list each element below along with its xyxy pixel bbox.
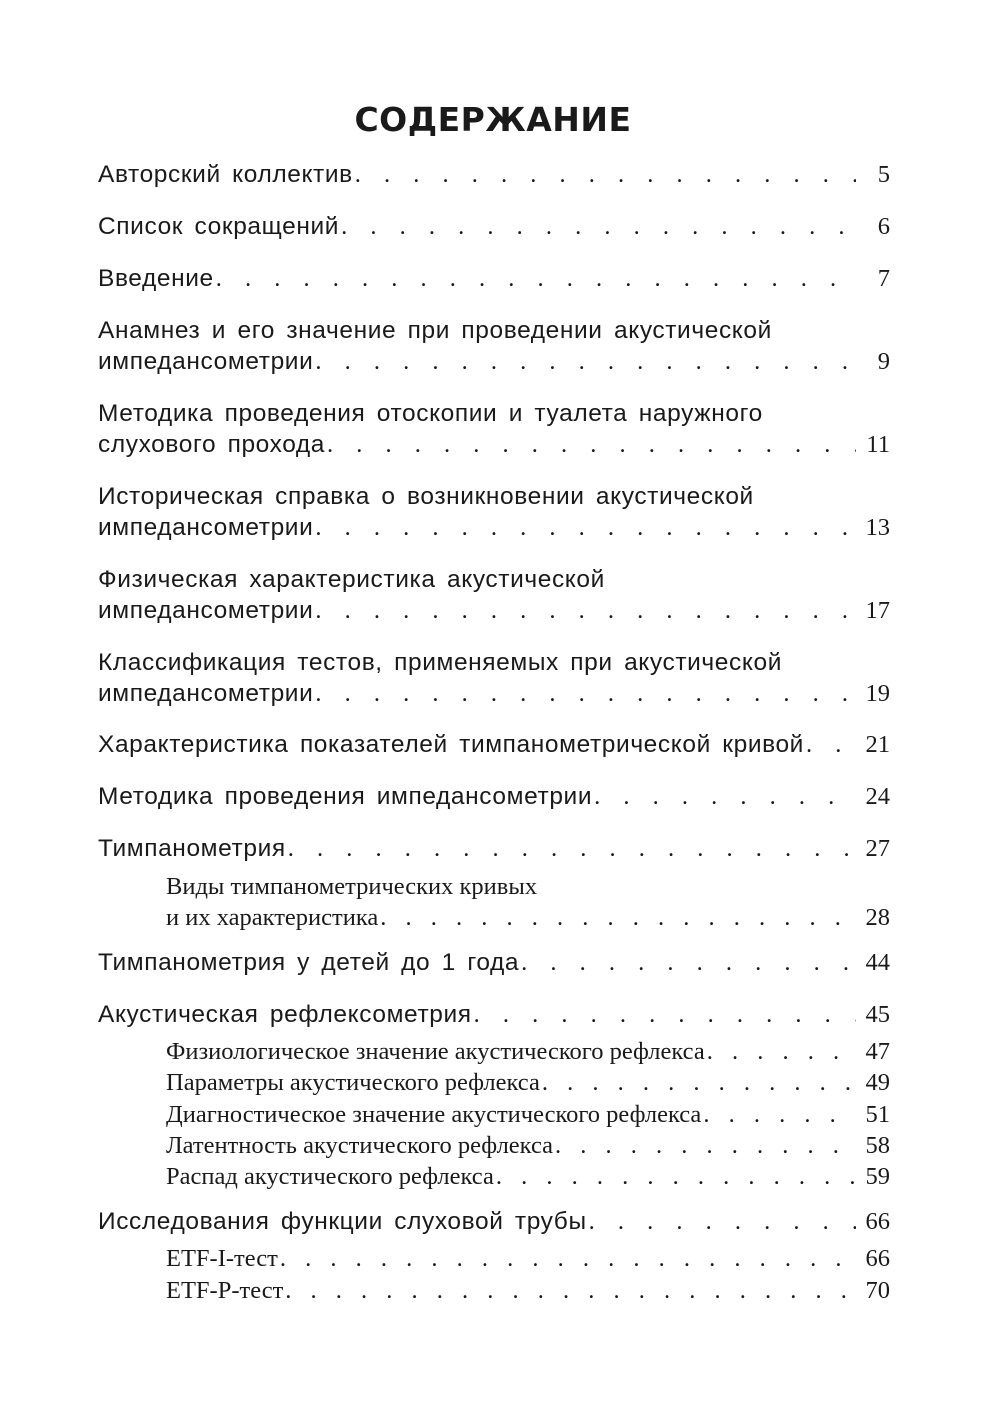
- dot-leader: [806, 729, 856, 760]
- dot-leader: [594, 781, 856, 812]
- dot-leader: [216, 263, 856, 294]
- toc-entry-title: Исследования функции слуховой трубы: [98, 1208, 587, 1235]
- toc-entry-title: Тимпанометрия: [98, 835, 286, 862]
- toc-entry[interactable]: [98, 647, 890, 709]
- toc-entry[interactable]: [98, 729, 890, 760]
- toc-entry-title-line1: Виды тимпанометрических кривых: [166, 873, 538, 900]
- toc-entry-title-line1: Физическая характеристика акустической: [98, 566, 605, 593]
- toc-entry-title: ETF-P-тест: [166, 1277, 284, 1304]
- toc-entry-title: Список сокращений: [98, 213, 340, 240]
- toc-entry[interactable]: [98, 263, 890, 294]
- toc-entry[interactable]: [98, 315, 890, 377]
- dot-leader: [521, 947, 856, 978]
- toc-entry[interactable]: [98, 1206, 890, 1237]
- toc-entry[interactable]: [98, 211, 890, 242]
- toc-page-number: 66: [865, 1208, 890, 1235]
- toc-entry[interactable]: [98, 781, 890, 812]
- toc-subentry[interactable]: [166, 1036, 890, 1067]
- dot-leader: [288, 833, 856, 864]
- dot-leader: [542, 1067, 856, 1098]
- toc-entry-title: импедансометрии: [98, 348, 314, 375]
- toc-entry-title-line1: Историческая справка о возникновении акустической: [98, 483, 754, 510]
- dot-leader: [315, 678, 856, 709]
- dot-leader: [703, 1099, 856, 1130]
- toc-entry[interactable]: [98, 947, 890, 978]
- toc-entry[interactable]: [98, 564, 890, 626]
- dot-leader: [315, 346, 856, 377]
- dot-leader: [341, 211, 856, 242]
- toc-page-number: 49: [865, 1069, 890, 1096]
- toc-entry-title: Распад акустического рефлекса: [166, 1163, 494, 1190]
- toc-page-number: 7: [877, 265, 890, 292]
- toc-page-number: 70: [865, 1277, 890, 1304]
- toc-entry-title: импедансометрии: [98, 597, 314, 624]
- dot-leader: [496, 1161, 856, 1192]
- toc-page-number: 11: [866, 431, 890, 458]
- toc-subentry[interactable]: [166, 1161, 890, 1192]
- toc-entry-title: слухового прохода: [98, 431, 326, 458]
- toc-page-number: 45: [865, 1001, 890, 1028]
- dot-leader: [474, 999, 856, 1030]
- toc-page-number: 19: [865, 680, 890, 707]
- toc-entry[interactable]: [98, 398, 890, 460]
- toc-entry-title-line1: Анамнез и его значение при проведении акустической: [98, 317, 772, 344]
- dot-leader: [327, 429, 856, 460]
- dot-leader: [380, 902, 856, 933]
- dot-leader: [707, 1036, 856, 1067]
- toc-entry-title: ETF-I-тест: [166, 1245, 278, 1272]
- dot-leader: [589, 1206, 856, 1237]
- toc-entry[interactable]: [98, 999, 890, 1030]
- toc-page-number: 47: [865, 1038, 890, 1065]
- dot-leader: [315, 512, 856, 543]
- toc-page-number: 59: [865, 1163, 890, 1190]
- toc-entry-title: Методика проведения импедансометрии: [98, 783, 593, 810]
- toc-entry-title: и их характеристика: [166, 904, 379, 931]
- dot-leader: [315, 595, 856, 626]
- dot-leader: [280, 1243, 856, 1274]
- toc-entry-title: Характеристика показателей тимпанометрической кривой: [98, 731, 804, 758]
- toc-page-number: 13: [865, 514, 890, 541]
- toc-entry-title: Параметры акустического рефлекса: [166, 1069, 540, 1096]
- page-title: СОДЕРЖАНИЕ: [354, 100, 632, 139]
- toc-page-number: 6: [877, 213, 890, 240]
- toc-subentry[interactable]: [166, 1099, 890, 1130]
- toc-entry-title: Латентность акустического рефлекса: [166, 1132, 554, 1159]
- toc-entry-title: Авторский коллектив: [98, 161, 353, 188]
- toc-entry-title-line1: Методика проведения отоскопии и туалета наружного: [98, 400, 763, 427]
- toc-page-number: 21: [865, 731, 890, 758]
- dot-leader: [285, 1275, 856, 1306]
- toc-page-number: 44: [865, 949, 890, 976]
- toc-entry-title: Диагностическое значение акустического рефлекса: [166, 1101, 702, 1128]
- dot-leader: [555, 1130, 856, 1161]
- toc-subentry[interactable]: [166, 871, 890, 933]
- toc-page-number: 24: [865, 783, 890, 810]
- toc-page-number: 5: [877, 161, 890, 188]
- toc-entry-title: Акустическая рефлексометрия: [98, 1001, 472, 1028]
- toc-page-number: 51: [865, 1101, 890, 1128]
- toc-subentry[interactable]: [166, 1067, 890, 1098]
- toc-entry-title: Тимпанометрия у детей до 1 года: [98, 949, 520, 976]
- toc-entry-title: импедансометрии: [98, 680, 314, 707]
- toc-page-number: 17: [865, 597, 890, 624]
- toc-entry[interactable]: [98, 481, 890, 543]
- toc-entry-title-line1: Классификация тестов, применяемых при акустической: [98, 649, 782, 676]
- toc-page-number: 58: [865, 1132, 890, 1159]
- toc-page-number: 28: [865, 904, 890, 931]
- toc-entry-title: импедансометрии: [98, 514, 314, 541]
- toc-page-number: 66: [865, 1245, 890, 1272]
- toc-entry[interactable]: [98, 159, 890, 190]
- toc-entry-title: Введение: [98, 265, 214, 292]
- toc-subentry[interactable]: [166, 1243, 890, 1274]
- toc-page-number: 9: [877, 348, 890, 375]
- toc-entry[interactable]: [98, 833, 890, 864]
- toc-page-number: 27: [865, 835, 890, 862]
- dot-leader: [355, 159, 856, 190]
- toc-subentry[interactable]: [166, 1275, 890, 1306]
- toc-subentry[interactable]: [166, 1130, 890, 1161]
- toc-entry-title: Физиологическое значение акустического рефлекса: [166, 1038, 705, 1065]
